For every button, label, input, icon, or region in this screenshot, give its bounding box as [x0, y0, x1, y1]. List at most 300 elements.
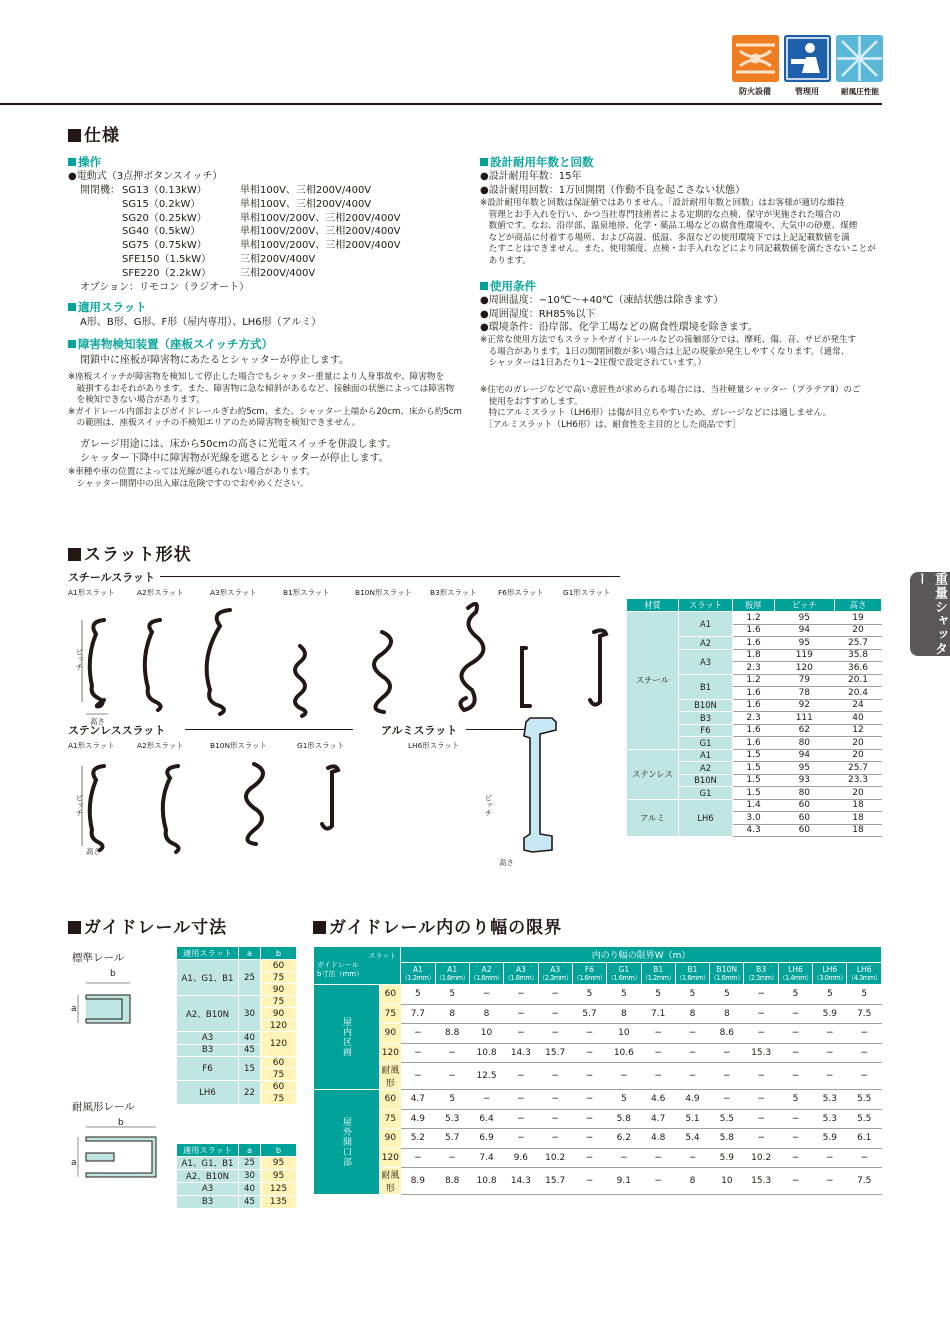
wind-rail-row [177, 1196, 297, 1209]
limit-value-cell: − [641, 1063, 675, 1090]
remote-option: オプション：リモコン（ラジオート） [80, 282, 250, 293]
slat-type-cell: B10N [679, 699, 733, 712]
limit-row [314, 1129, 882, 1149]
limit-row [314, 1168, 882, 1195]
slat-value-cell: 60 [774, 799, 834, 812]
wind-rail-header-cell: b [261, 1144, 297, 1157]
slat-value-cell: 23.3 [835, 774, 882, 787]
slat-value-cell: 80 [774, 787, 834, 800]
wind-rail-header-cell: a [239, 1144, 261, 1157]
garage-line: ガレージ用途には、床から50cmの高さに光電スイッチを併設します。 [80, 439, 397, 450]
limit-value-cell: − [469, 1090, 503, 1110]
opener-model: SG13（0.13kW） [122, 185, 207, 196]
wind-pressure-icon [836, 35, 883, 82]
slat-type-cell: G1 [679, 787, 733, 800]
management-label: 管理用 [795, 87, 819, 96]
limit-value-cell: 10.2 [744, 1148, 778, 1168]
limit-value-cell: − [744, 1090, 778, 1110]
limit-b-cell: 120 [380, 1043, 401, 1063]
obstacle-note-line: を検知できない場合があります。 [68, 395, 205, 406]
heavy-shutter-tab[interactable]: 重量シャッター [910, 572, 950, 656]
slat-table-header-cell: 板厚 [733, 599, 775, 612]
std-rail-slat-cell: A2、B10N [177, 996, 239, 1032]
limit-row [314, 1090, 882, 1110]
std-rail-a-cell: 30 [239, 996, 261, 1032]
slat-type-cell: A3 [679, 649, 733, 674]
condition-garage-line: 使用をおすすめします。 [480, 396, 583, 407]
durability-note-line: あります。 [480, 256, 531, 266]
std-rail-b-cell: 75 [261, 1069, 297, 1081]
limit-column-header [435, 963, 469, 985]
limit-column-name: G1 [618, 964, 630, 974]
limit-value-cell: − [847, 1063, 882, 1090]
condition-item: ●周囲湿度：RH85%以下 [480, 308, 596, 320]
limit-column-name: A2 [481, 964, 492, 974]
limit-b-cell: 75 [380, 1004, 401, 1024]
operation-type: ●電動式（3点押ボタンスイッチ） [68, 171, 223, 182]
slat-table-row [627, 612, 882, 625]
limit-value-cell: 15.7 [538, 1043, 572, 1063]
wind-rail-slat-cell: B3 [177, 1196, 239, 1209]
slat-value-cell: 20.4 [835, 687, 882, 700]
limit-value-cell: 15.3 [744, 1043, 778, 1063]
limit-b-cell: 75 [380, 1109, 401, 1129]
obstacle-note-line: の範囲は、座板スイッチの不検知エリアのため障害物を検知できません。 [68, 418, 361, 429]
limit-value-cell: 5 [607, 1090, 641, 1110]
limit-value-cell: 5.9 [710, 1148, 744, 1168]
slat-type-cell: B10N [679, 774, 733, 787]
limit-value-cell: − [744, 1004, 778, 1024]
stainless-a2-slat-profile [163, 766, 179, 852]
durability-heading: 設計耐用年数と回数 [480, 154, 594, 170]
limit-row [314, 1148, 882, 1168]
limit-corner-cell [314, 947, 401, 985]
slat-value-cell: 1.2 [733, 612, 775, 625]
limit-value-cell: − [813, 1148, 847, 1168]
limit-value-cell: 5.3 [813, 1090, 847, 1110]
limit-value-cell: 8.9 [401, 1168, 435, 1195]
limit-column-header [813, 963, 847, 985]
limit-value-cell: 5.3 [813, 1109, 847, 1129]
wind-rail-row [177, 1157, 297, 1170]
limit-column-header [504, 963, 538, 985]
g1-slat-profile [590, 630, 606, 704]
limit-column-name: B1 [653, 964, 664, 974]
slat-profiles-drawing [60, 598, 625, 878]
wind-rail-slat-cell: A1、G1、B1 [177, 1157, 239, 1170]
opener-power: 三相200V/400V [240, 267, 316, 279]
wind-rail-row [177, 1183, 297, 1196]
slat-value-cell: 1.8 [733, 649, 775, 662]
slat-value-cell: 1.5 [733, 749, 775, 762]
limit-value-cell: − [710, 1090, 744, 1110]
limit-value-cell: − [504, 1024, 538, 1044]
limit-value-cell: − [572, 1024, 606, 1044]
limit-value-cell: 15.7 [538, 1168, 572, 1195]
limit-value-cell: − [538, 1024, 572, 1044]
limit-column-thickness: （1.2mm） [641, 973, 675, 982]
slat-value-cell: 93 [774, 774, 834, 787]
wind-rail-header [177, 1144, 297, 1157]
limit-value-cell: − [847, 1148, 882, 1168]
limit-column-name: LH6 [856, 964, 872, 974]
limit-column-header [675, 963, 709, 985]
limit-value-cell: 10.8 [469, 1168, 503, 1195]
limit-column-header [847, 963, 882, 985]
std-rail-header-cell: 適用スラット [177, 947, 239, 960]
limit-value-cell: − [813, 1043, 847, 1063]
limit-value-cell: 14.3 [504, 1168, 538, 1195]
guide-rail-title: ガイドレール寸法 [68, 913, 227, 938]
limit-column-thickness: （1.6mm） [470, 973, 504, 982]
limit-value-cell: 5 [710, 985, 744, 1005]
durability-note-line: ※設計耐用年数と回数は保証値ではありません。「設計耐用年数と回数」はお客様が適切な維持 [480, 198, 845, 208]
limit-value-cell: − [538, 985, 572, 1005]
std-rail-b-cell: 120 [261, 1020, 297, 1032]
limit-value-cell: 5 [607, 985, 641, 1005]
limit-value-cell: 6.2 [607, 1129, 641, 1149]
limit-value-cell: 8 [710, 1004, 744, 1024]
limit-value-cell: 8 [675, 1004, 709, 1024]
limit-value-cell: 6.9 [469, 1129, 503, 1149]
slat-value-cell: 35.8 [835, 649, 882, 662]
std-rail-row [177, 996, 297, 1008]
wind-rail-b-cell: 135 [261, 1196, 297, 1209]
limit-row [314, 1043, 882, 1063]
slat-value-cell: 119 [774, 649, 834, 662]
steel-slat-name: B3形スラット [430, 588, 477, 597]
limit-column-name: B3 [756, 964, 767, 974]
limit-column-name: B1 [687, 964, 698, 974]
slat-value-cell: 95 [774, 762, 834, 775]
limit-value-cell: 5 [641, 985, 675, 1005]
steel-pitch-label: ピッチ [75, 648, 84, 671]
limit-value-cell: − [538, 1063, 572, 1090]
limit-value-cell: 5.7 [572, 1004, 606, 1024]
steel-slat-name: A2形スラット [137, 588, 184, 597]
limit-value-cell: − [401, 1148, 435, 1168]
limit-column-header [710, 963, 744, 985]
limit-value-cell: − [641, 1148, 675, 1168]
stainless-a1-slat-profile [90, 766, 104, 850]
limit-value-cell: 5 [572, 985, 606, 1005]
slat-material-cell: スチール [627, 612, 679, 750]
wind-rail-table [176, 1143, 297, 1209]
limit-value-cell: − [847, 1043, 882, 1063]
limit-column-header [607, 963, 641, 985]
limit-value-cell: 10 [469, 1024, 503, 1044]
limit-value-cell: − [572, 1109, 606, 1129]
stainless-slat-name: B10N形スラット [210, 741, 267, 750]
limit-value-cell: 5 [675, 985, 709, 1005]
condition-note-line: る場合があります。1日の開閉回数が多い場合は上記の現象が発生しやすくなります。（通常、 [480, 346, 850, 357]
slat-spec-table [626, 598, 882, 837]
limit-value-cell: − [641, 1168, 675, 1195]
std-rail-a-cell: 45 [239, 1044, 261, 1057]
limit-value-cell: − [778, 1109, 812, 1129]
std-rail-slat-cell: LH6 [177, 1081, 239, 1105]
std-rail-b-cell: 60 [261, 1057, 297, 1069]
limit-column-thickness: （1.6mm） [435, 973, 469, 982]
limit-value-cell: 9.6 [504, 1148, 538, 1168]
slats-heading: 適用スラット [68, 299, 147, 315]
slat-table-row [627, 799, 882, 812]
durability-cycles: ●設計耐用回数：1万回開閉（作動不良を起こさない状態） [480, 185, 746, 196]
stainless-g1-slat-profile [322, 766, 338, 828]
limit-value-cell: − [675, 1148, 709, 1168]
limit-b-cell: 60 [380, 985, 401, 1005]
b10n-slat-profile [374, 632, 391, 712]
limit-column-name: B10N [716, 964, 738, 974]
wind-rail-slat-cell: A3 [177, 1183, 239, 1196]
limit-value-cell: 5 [435, 985, 469, 1005]
fire-equipment-label: 防火設備 [739, 87, 771, 96]
slat-value-cell: 20.1 [835, 674, 882, 687]
limit-value-cell: 5 [778, 985, 812, 1005]
opener-power: 単相100V、三相200V/400V [240, 185, 372, 196]
wind-rail-b-cell: 95 [261, 1157, 297, 1170]
limit-column-header [572, 963, 606, 985]
limit-value-cell: 10 [607, 1024, 641, 1044]
limit-column-header [778, 963, 812, 985]
obstacle-note-line: 破損するおそれがあります。また、障害物に急な傾斜があるなど、接触面の状態によっては障害物 [68, 383, 455, 394]
limit-value-cell: 8 [435, 1004, 469, 1024]
standard-rail-table [176, 946, 297, 1105]
limit-value-cell: 14.3 [504, 1043, 538, 1063]
slat-type-cell: A2 [679, 762, 733, 775]
slat-value-cell: 78 [774, 687, 834, 700]
slat-value-cell: 94 [774, 749, 834, 762]
slat-value-cell: 25.7 [835, 637, 882, 650]
limit-value-cell: − [538, 1090, 572, 1110]
spec-title: 仕様 [68, 121, 120, 146]
limit-column-name: LH6 [788, 964, 803, 974]
limit-value-cell: 5.5 [710, 1109, 744, 1129]
limit-corner-bottom: ガイドレール b寸法（mm） [317, 961, 364, 978]
opener-power: 単相100V/200V、三相200V/400V [240, 212, 401, 224]
slat-value-cell: 1.6 [733, 637, 775, 650]
slat-material-cell: ステンレス [627, 749, 679, 799]
limit-group-label: 屋内区画 [314, 985, 380, 1090]
limit-value-cell: 5 [401, 985, 435, 1005]
std-rail-b-cell: 60 [261, 1081, 297, 1093]
opener-power: 単相100V/200V、三相200V/400V [240, 240, 401, 252]
stainless-b10n-slat-profile [246, 764, 263, 844]
std-rail-b-cell: 75 [261, 972, 297, 984]
limit-value-cell: − [847, 1024, 882, 1044]
limit-column-thickness: （2.3mm） [744, 973, 778, 982]
std-rail-slat-cell: A3 [177, 1032, 239, 1045]
std-rail-a-cell: 25 [239, 960, 261, 996]
a1-slat-profile [90, 620, 104, 706]
limit-row [314, 1063, 882, 1090]
limit-value-cell: − [710, 1043, 744, 1063]
limit-column-thickness: （1.6mm） [710, 973, 744, 982]
limit-value-cell: 5.7 [435, 1129, 469, 1149]
slat-value-cell: 25.7 [835, 762, 882, 775]
durability-note-line: などが商品に付着する場所、および高温、低温、多湿などの使用環境下では上記記載数値を満 [480, 232, 850, 243]
steel-slat-label: スチールスラット [68, 571, 156, 584]
slat-value-cell: 95 [774, 612, 834, 625]
limit-column-name: LH6 [822, 964, 838, 974]
opener-model: SG20（0.25kW） [122, 212, 207, 224]
limit-value-cell: 9.1 [607, 1168, 641, 1195]
slat-value-cell: 1.6 [733, 687, 775, 700]
limit-value-cell: − [813, 1168, 847, 1195]
slat-value-cell: 20 [835, 737, 882, 750]
std-rail-slat-cell: F6 [177, 1057, 239, 1081]
slat-value-cell: 80 [774, 737, 834, 750]
limit-span-header: 内のり幅の限界W（m） [401, 947, 882, 963]
durability-note-line: たすことはできません。また、使用頻度、点検・お手入れなどにより同記載数値を満たさないことが [480, 244, 876, 255]
limit-column-thickness: （1.6mm） [572, 973, 607, 982]
condition-garage-line: ［アルミスラット（LH6形）は、耐食性を主目的とした商品です］ [480, 419, 742, 430]
limit-value-cell: 15.3 [744, 1168, 778, 1195]
condition-item: ●周囲温度：−10℃〜+40℃（凍結状態は除きます） [480, 295, 724, 306]
wind-rail-a-cell: 45 [239, 1196, 261, 1209]
limit-column-thickness: （2.3mm） [538, 973, 572, 982]
std-rail-slat-cell: B3 [177, 1044, 239, 1057]
aluminum-slat-name: LH6形スラット [408, 741, 460, 750]
slat-value-cell: 120 [774, 662, 834, 675]
slat-type-cell: A1 [679, 749, 733, 762]
std-rail-a-cell: 40 [239, 1032, 261, 1045]
wind-rail-label: 耐風形レール [72, 1101, 135, 1113]
slat-value-cell: 40 [835, 712, 882, 725]
limit-value-cell: 8.8 [435, 1024, 469, 1044]
limit-value-cell: 10.2 [538, 1148, 572, 1168]
opener-power: 三相200V/400V [240, 254, 316, 265]
steel-slat-name: A3形スラット [210, 588, 257, 597]
limit-value-cell: 8.6 [710, 1024, 744, 1044]
b1-slat-profile [295, 646, 306, 716]
std-rail-b-cell: 60 [261, 960, 297, 972]
limit-column-name: A3 [550, 964, 561, 974]
opener-power: 単相100V/200V、三相200V/400V [240, 226, 401, 238]
limit-value-cell: − [778, 1168, 812, 1195]
wind-rail-a-label: a [71, 1158, 77, 1168]
limit-value-cell: − [504, 1090, 538, 1110]
management-icon [784, 35, 831, 82]
slat-value-cell: 1.6 [733, 699, 775, 712]
limit-value-cell: − [607, 1063, 641, 1090]
durability-note-line: 管理とお手入れを行い、かつ当社専門技術者による定期的な点検、保守が実施された場合の [480, 209, 841, 220]
conditions-heading: 使用条件 [480, 278, 536, 294]
slat-value-cell: 92 [774, 699, 834, 712]
limit-value-cell: − [401, 1063, 435, 1090]
aluminum-slat-label: アルミスラット [381, 724, 458, 737]
limit-value-cell: 10.6 [607, 1043, 641, 1063]
slat-value-cell: 94 [774, 624, 834, 637]
wind-rail-row [177, 1170, 297, 1183]
limit-column-header [469, 963, 503, 985]
limit-value-cell: − [744, 1109, 778, 1129]
steel-slat-name: F6形スラット [498, 588, 544, 597]
slat-value-cell: 79 [774, 674, 834, 687]
limit-value-cell: − [778, 1004, 812, 1024]
limit-value-cell: 4.9 [401, 1109, 435, 1129]
slat-value-cell: 4.3 [733, 824, 775, 837]
limit-value-cell: − [572, 1090, 606, 1110]
limit-value-cell: 8 [607, 1004, 641, 1024]
slat-value-cell: 1.4 [733, 799, 775, 812]
limit-value-cell: 5.5 [847, 1090, 882, 1110]
b3-slat-profile [460, 604, 483, 710]
limit-value-cell: 4.7 [641, 1109, 675, 1129]
slat-value-cell: 62 [774, 724, 834, 737]
wind-rail-b-label: b [118, 1118, 124, 1128]
limit-value-cell: 5.8 [607, 1109, 641, 1129]
limit-value-cell: − [744, 985, 778, 1005]
opener-model: SFE220（2.2kW） [122, 267, 212, 279]
std-rail-row [177, 1032, 297, 1045]
limit-value-cell: − [778, 1129, 812, 1149]
std-rail-slat-cell: A1、G1、B1 [177, 960, 239, 996]
limit-value-cell: − [538, 1129, 572, 1149]
opener-power: 単相100V、三相200V/400V [240, 198, 372, 210]
limit-value-cell: − [469, 985, 503, 1005]
limit-value-cell: 12.5 [469, 1063, 503, 1090]
stainless-height-label: 高さ [86, 847, 101, 856]
std-rail-row [177, 1057, 297, 1069]
limit-value-cell: − [641, 1024, 675, 1044]
slat-value-cell: 60 [774, 824, 834, 837]
slat-value-cell: 24 [835, 699, 882, 712]
slat-value-cell: 111 [774, 712, 834, 725]
slat-value-cell: 1.5 [733, 762, 775, 775]
std-rail-b-cell: 90 [261, 1008, 297, 1020]
limit-value-cell: 5.9 [813, 1129, 847, 1149]
wind-rail-b-cell: 125 [261, 1183, 297, 1196]
durability-note-line: 数値です。なお、沿岸部、温泉地帯、化学・薬品工場などの腐食性環境や、大気中の砂塵、煤煙 [480, 221, 858, 232]
slat-table-header [627, 599, 882, 612]
limit-value-cell: 10 [710, 1168, 744, 1195]
wind-rail-a-cell: 30 [239, 1170, 261, 1183]
slat-type-cell: LH6 [679, 799, 733, 837]
slat-value-cell: 20 [835, 749, 882, 762]
std-rail-b-cell: 120 [261, 1032, 297, 1057]
slat-type-cell: A2 [679, 637, 733, 650]
header-rule [0, 103, 882, 105]
lh6-slat-profile [524, 718, 556, 852]
aluminum-height-label: 高さ [499, 858, 514, 867]
limit-value-cell: − [675, 1024, 709, 1044]
slat-value-cell: 3.0 [733, 812, 775, 825]
limit-value-cell: − [572, 1063, 606, 1090]
limit-b-cell: 90 [380, 1129, 401, 1149]
standard-rail-b-label: b [110, 969, 116, 979]
wind-rail-diagram [70, 1115, 170, 1215]
limit-value-cell: − [401, 1024, 435, 1044]
limit-column-header [538, 963, 572, 985]
slat-value-cell: 1.6 [733, 737, 775, 750]
durability-years: ●設計耐用年数：15年 [480, 171, 582, 182]
limit-value-cell: 8 [469, 1004, 503, 1024]
wind-rail-b-cell: 95 [261, 1170, 297, 1183]
limit-value-cell: 7.7 [401, 1004, 435, 1024]
obstacle-text: 閉鎖中に座板が障害物にあたるとシャッターが停止します。 [80, 355, 349, 366]
limit-value-cell: 8.8 [435, 1168, 469, 1195]
condition-item: ●環境条件：沿岸部、化学工場などの腐食性環境を除きます。 [480, 322, 758, 334]
slat-table-header-cell: ピッチ [774, 599, 834, 612]
f6-slat-profile [522, 648, 530, 706]
limit-value-cell: 6.1 [847, 1129, 882, 1149]
slat-type-cell: B1 [679, 674, 733, 699]
stainless-pitch-label: ピッチ [75, 794, 84, 817]
limit-column-header [744, 963, 778, 985]
steel-slat-name: A1形スラット [68, 588, 115, 597]
limit-column-thickness: （1.2mm） [401, 973, 435, 982]
